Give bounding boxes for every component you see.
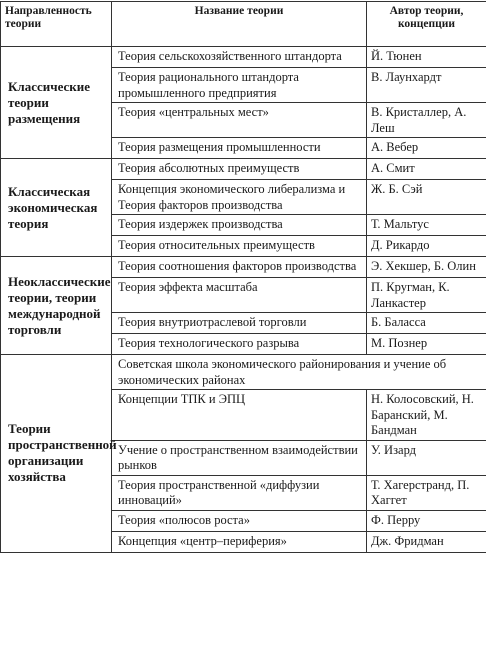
author-cell: Н. Колосовский, Н. Баранский, М. Бандман	[367, 390, 486, 441]
header-row	[1, 2, 486, 47]
table-row	[1, 257, 486, 278]
theory-cell: Теория эффекта масштаба	[112, 278, 367, 313]
author-cell: Т. Мальтус	[367, 215, 486, 236]
author-cell: Д. Рикардо	[367, 236, 486, 257]
theory-cell: Теория рационального штандорта промышленного предприятия	[112, 68, 367, 103]
author-cell: В. Лаунхардт	[367, 68, 486, 103]
theory-cell: Теория размещения промышленности	[112, 138, 367, 159]
author-cell: А. Вебер	[367, 138, 486, 159]
author-cell: У. Изард	[367, 440, 486, 475]
author-cell: Б. Баласса	[367, 313, 486, 334]
author-cell: А. Смит	[367, 159, 486, 180]
table-row	[1, 47, 486, 68]
theory-cell: Концепция экономического либерализма и Теория факторов производства	[112, 180, 367, 215]
header-author: Автор теории, концепции	[367, 2, 486, 47]
theory-cell: Концепции ТПК и ЭПЦ	[112, 390, 367, 441]
theory-cell: Учение о пространственном взаимодействии рынков	[112, 440, 367, 475]
author-cell: Й. Тюнен	[367, 47, 486, 68]
theory-cell: Теория сельскохозяйственного штандорта	[112, 47, 367, 68]
header-theory: Название теории	[112, 2, 367, 47]
table-row	[1, 159, 486, 180]
theory-cell: Теория издержек производства	[112, 215, 367, 236]
direction-cell: Классическая экономическая теория	[1, 159, 112, 257]
author-cell: М. Познер	[367, 334, 486, 355]
author-cell: Дж. Фридман	[367, 531, 486, 552]
direction-cell: Классические теории размещения	[1, 47, 112, 159]
theory-cell: Теория «полюсов роста»	[112, 510, 367, 531]
theory-cell: Теория технологического разрыва	[112, 334, 367, 355]
theory-cell: Концепция «центр–периферия»	[112, 531, 367, 552]
author-cell: Т. Хагерстранд, П. Хаггет	[367, 475, 486, 510]
direction-cell: Теории пространственной организации хозяйства	[1, 355, 112, 553]
theory-cell: Теория относительных преимуществ	[112, 236, 367, 257]
author-cell: В. Кристаллер, А. Леш	[367, 103, 486, 138]
header-direction: Направленность теории	[1, 2, 112, 47]
theories-table	[0, 1, 486, 553]
spanning-theory-cell: Советская школа экономического районирования и учение об экономических районах	[112, 355, 486, 390]
theory-cell: Теория пространственной «диффузии инноваций»	[112, 475, 367, 510]
theory-cell: Теория «центральных мест»	[112, 103, 367, 138]
direction-cell: Неоклассические теории, теории международной торговли	[1, 257, 112, 355]
theory-cell: Теория соотношения факторов производства	[112, 257, 367, 278]
author-cell: Э. Хекшер, Б. Олин	[367, 257, 486, 278]
theory-cell: Теория внутриотраслевой торговли	[112, 313, 367, 334]
table-row	[1, 355, 486, 390]
theory-cell: Теория абсолютных преимуществ	[112, 159, 367, 180]
author-cell: П. Кругман, К. Ланкастер	[367, 278, 486, 313]
author-cell: Ф. Перру	[367, 510, 486, 531]
author-cell: Ж. Б. Сэй	[367, 180, 486, 215]
